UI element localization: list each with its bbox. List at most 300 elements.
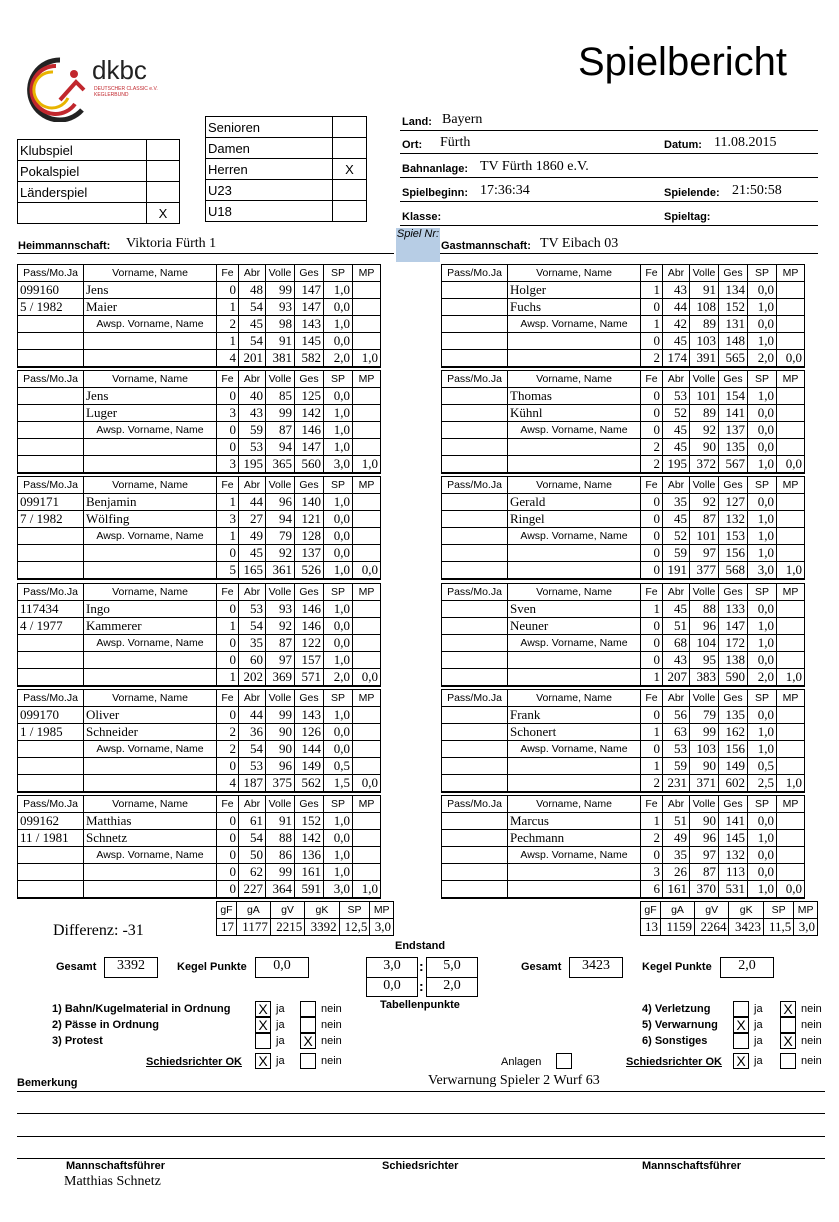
score-cell: 148	[719, 333, 748, 350]
score-cell: 146	[295, 617, 324, 634]
column-header: Abr	[239, 689, 266, 706]
score-cell: 0	[641, 422, 663, 439]
column-header: Vorname, Name	[508, 371, 641, 388]
total-cell: 201	[239, 350, 266, 368]
score-cell: 1	[217, 299, 239, 316]
score-cell: 45	[239, 545, 266, 562]
anlagen-label: Anlagen	[501, 1056, 542, 1068]
ja-label: ja	[754, 1019, 763, 1031]
ende-value: 21:50:58	[732, 183, 782, 198]
score-cell: 90	[690, 439, 719, 456]
total-cell: 365	[266, 456, 295, 474]
column-header: Fe	[641, 371, 663, 388]
empty-cell	[508, 757, 641, 774]
score-cell: 0,0	[324, 299, 353, 316]
total-cell: 568	[719, 562, 748, 580]
score-cell: 1	[217, 528, 239, 545]
empty-cell	[84, 333, 217, 350]
guest-gesamt-label: Gesamt	[521, 961, 562, 973]
column-header: Vorname, Name	[508, 477, 641, 494]
total-cell: 375	[266, 774, 295, 792]
last-name: Schnetz	[84, 830, 217, 847]
sum-header: gV	[270, 902, 304, 919]
game-block	[441, 795, 805, 899]
awsp-label: Awsp. Vorname, Name	[84, 740, 217, 757]
sig-mid-label: Schiedsrichter	[382, 1160, 459, 1172]
total-cell: 3,0	[324, 881, 353, 899]
check-nein-box[interactable]: X	[300, 1033, 316, 1049]
empty-cell	[353, 405, 381, 422]
total-cell: 377	[690, 562, 719, 580]
score-cell: 60	[239, 651, 266, 668]
check-nein-box[interactable]	[300, 1017, 316, 1033]
score-cell: 92	[690, 422, 719, 439]
empty-cell	[777, 757, 805, 774]
empty-cell	[353, 706, 381, 723]
empty-cell	[84, 757, 217, 774]
empty-cell	[777, 723, 805, 740]
column-header: MP	[353, 371, 381, 388]
schiri-ok-right-ja[interactable]: X	[733, 1053, 749, 1069]
score-cell: 133	[719, 600, 748, 617]
score-cell: 92	[690, 494, 719, 511]
column-header: Pass/Mo.Ja	[442, 477, 508, 494]
score-cell: 36	[239, 723, 266, 740]
score-cell: 0,0	[324, 634, 353, 651]
total-cell: 582	[295, 350, 324, 368]
birth-date: 11 / 1981	[18, 830, 84, 847]
empty-cell	[84, 774, 217, 792]
empty-cell	[508, 333, 641, 350]
awsp-label: Awsp. Vorname, Name	[508, 847, 641, 864]
column-header: Fe	[217, 477, 239, 494]
column-header: Volle	[690, 265, 719, 282]
score-cell: 1,0	[324, 706, 353, 723]
score-cell: 0,0	[324, 740, 353, 757]
spieltyp-mark[interactable]	[147, 182, 180, 203]
score-cell: 89	[690, 316, 719, 333]
schiri-ok-left-label: Schiedsrichter OK	[146, 1056, 242, 1068]
empty-cell	[18, 881, 84, 899]
sum-cell: 3392	[305, 919, 339, 936]
empty-cell	[508, 456, 641, 474]
column-header: Fe	[641, 477, 663, 494]
score-cell: 53	[663, 388, 690, 405]
check-label: 3) Protest	[52, 1035, 103, 1047]
game-block	[441, 583, 805, 687]
score-cell: 87	[266, 634, 295, 651]
empty-cell	[777, 545, 805, 562]
empty-cell	[777, 299, 805, 316]
total-cell: 1	[641, 668, 663, 686]
column-header: Vorname, Name	[508, 796, 641, 813]
score-cell: 98	[266, 316, 295, 333]
total-cell: 372	[690, 456, 719, 474]
score-cell: 0,0	[748, 494, 777, 511]
empty-cell	[353, 299, 381, 316]
empty-cell	[442, 651, 508, 668]
empty-cell	[508, 545, 641, 562]
spieltyp-mark[interactable]	[147, 140, 180, 161]
score-cell: 0	[641, 333, 663, 350]
score-cell: 143	[295, 706, 324, 723]
score-cell: 53	[239, 439, 266, 456]
datum-value: 11.08.2015	[714, 135, 777, 150]
column-header: Volle	[266, 583, 295, 600]
schiri-ok-left-ja[interactable]: X	[255, 1053, 271, 1069]
empty-cell	[508, 668, 641, 686]
score-cell: 2	[641, 439, 663, 456]
empty-cell	[353, 651, 381, 668]
birth-date	[442, 723, 508, 740]
guest-kegel-label: Kegel Punkte	[642, 961, 712, 973]
score-cell: 0,0	[748, 847, 777, 864]
column-header: Ges	[295, 796, 324, 813]
page-title: Spielbericht	[578, 40, 788, 84]
score-cell: 1,0	[324, 864, 353, 881]
empty-cell	[442, 668, 508, 686]
check-label: 2) Pässe in Ordnung	[52, 1019, 159, 1031]
sum-cell: 2215	[270, 919, 304, 936]
gast-value: TV Eibach 03	[540, 236, 619, 251]
score-cell: 1,0	[748, 830, 777, 847]
score-cell: 1,0	[748, 511, 777, 528]
total-cell: 1,0	[777, 562, 805, 580]
total-cell: 370	[690, 881, 719, 899]
score-cell: 0	[217, 545, 239, 562]
spieltyp-mark[interactable]	[147, 161, 180, 182]
klasse-mark[interactable]	[333, 117, 367, 138]
column-header: Abr	[239, 796, 266, 813]
score-cell: 0	[217, 813, 239, 830]
score-cell: 1,0	[748, 617, 777, 634]
empty-cell	[18, 528, 84, 545]
score-cell: 0	[217, 600, 239, 617]
sum-cell: 12,5	[339, 919, 370, 936]
klasse-label: Herren	[206, 159, 333, 180]
score-cell: 1	[641, 316, 663, 333]
score-cell: 1,0	[748, 388, 777, 405]
score-cell: 91	[266, 813, 295, 830]
empty-cell	[777, 511, 805, 528]
score-cell: 157	[295, 651, 324, 668]
empty-cell	[442, 545, 508, 562]
score-cell: 90	[690, 757, 719, 774]
total-cell: 383	[690, 668, 719, 686]
column-header: SP	[748, 477, 777, 494]
awsp-label: Awsp. Vorname, Name	[84, 634, 217, 651]
column-header: SP	[748, 583, 777, 600]
nein-label: nein	[321, 1003, 342, 1015]
score-cell: 152	[719, 299, 748, 316]
sum-cell: 17	[217, 919, 237, 936]
total-cell: 531	[719, 881, 748, 899]
score-cell: 1,0	[324, 494, 353, 511]
score-cell: 56	[663, 706, 690, 723]
empty-cell	[353, 864, 381, 881]
score-cell: 1,0	[324, 600, 353, 617]
total-cell: 571	[295, 668, 324, 686]
empty-cell	[353, 723, 381, 740]
klasse-mark[interactable]	[333, 201, 367, 222]
empty-cell	[442, 316, 508, 333]
score-cell: 43	[239, 405, 266, 422]
game-block	[441, 264, 805, 368]
score-cell: 45	[239, 316, 266, 333]
score-cell: 61	[239, 813, 266, 830]
column-header: Fe	[217, 689, 239, 706]
empty-cell	[508, 881, 641, 899]
sum-header: gF	[217, 902, 237, 919]
score-cell: 132	[719, 511, 748, 528]
check-ja-box[interactable]: X	[255, 1001, 271, 1017]
empty-cell	[442, 634, 508, 651]
awsp-label: Awsp. Vorname, Name	[508, 740, 641, 757]
score-cell: 0	[641, 388, 663, 405]
column-header: MP	[777, 796, 805, 813]
empty-cell	[18, 651, 84, 668]
empty-cell	[353, 757, 381, 774]
heim-value: Viktoria Fürth 1	[126, 236, 217, 251]
empty-cell	[777, 651, 805, 668]
total-cell: 591	[295, 881, 324, 899]
column-header: Abr	[663, 477, 690, 494]
sig-right-label: Mannschaftsführer	[642, 1160, 742, 1172]
last-name: Schonert	[508, 723, 641, 740]
score-cell: 63	[663, 723, 690, 740]
check-nein-box[interactable]: X	[780, 1001, 796, 1017]
endstand-home-points: 3,0	[366, 957, 418, 978]
total-cell: 1,0	[748, 881, 777, 899]
check-ja-box[interactable]: X	[255, 1017, 271, 1033]
logo-text: dkbc	[92, 55, 147, 85]
column-header: Fe	[641, 689, 663, 706]
empty-cell	[18, 740, 84, 757]
score-cell: 135	[719, 706, 748, 723]
score-cell: 156	[719, 740, 748, 757]
total-cell: 0,0	[353, 562, 381, 580]
total-cell: 1,0	[777, 668, 805, 686]
score-cell: 131	[719, 316, 748, 333]
score-cell: 92	[266, 545, 295, 562]
empty-cell	[18, 634, 84, 651]
game-block	[17, 264, 381, 368]
score-cell: 49	[663, 830, 690, 847]
score-cell: 27	[239, 511, 266, 528]
birth-date	[18, 405, 84, 422]
column-header: MP	[353, 265, 381, 282]
pass-number	[442, 282, 508, 299]
total-cell: 207	[663, 668, 690, 686]
klasse-mark[interactable]: X	[333, 159, 367, 180]
empty-cell	[18, 774, 84, 792]
score-cell: 122	[295, 634, 324, 651]
score-cell: 0,0	[748, 439, 777, 456]
pass-number: 099162	[18, 813, 84, 830]
score-cell: 145	[719, 830, 748, 847]
score-cell: 0	[217, 830, 239, 847]
column-header: Pass/Mo.Ja	[442, 796, 508, 813]
empty-cell	[84, 668, 217, 686]
column-header: Abr	[663, 583, 690, 600]
score-cell: 103	[690, 740, 719, 757]
check-ja-box[interactable]	[255, 1033, 271, 1049]
total-cell: 364	[266, 881, 295, 899]
column-header: Ges	[295, 583, 324, 600]
ja-label: ja	[754, 1003, 763, 1015]
score-cell: 143	[295, 316, 324, 333]
score-cell: 0	[641, 299, 663, 316]
score-cell: 96	[266, 757, 295, 774]
score-cell: 146	[295, 422, 324, 439]
column-header: Pass/Mo.Ja	[18, 477, 84, 494]
score-cell: 1,0	[748, 634, 777, 651]
score-cell: 54	[239, 740, 266, 757]
check-ja-box[interactable]	[733, 1001, 749, 1017]
guest-kegel: 2,0	[720, 957, 774, 978]
empty-cell	[84, 439, 217, 456]
empty-cell	[777, 439, 805, 456]
column-header: Abr	[239, 265, 266, 282]
total-cell: 391	[690, 350, 719, 368]
score-cell: 0,5	[748, 757, 777, 774]
last-name: Kühnl	[508, 405, 641, 422]
empty-cell	[18, 333, 84, 350]
spieltyp-label: Pokalspiel	[18, 161, 147, 182]
spieltyp-mark[interactable]: X	[147, 203, 180, 224]
empty-cell	[18, 562, 84, 580]
empty-cell	[777, 830, 805, 847]
column-header: SP	[748, 796, 777, 813]
total-cell: 3,0	[324, 456, 353, 474]
total-cell: 590	[719, 668, 748, 686]
score-cell: 161	[295, 864, 324, 881]
score-cell: 0,0	[748, 422, 777, 439]
check-nein-box[interactable]	[780, 1017, 796, 1033]
column-header: Fe	[217, 583, 239, 600]
score-cell: 0	[641, 706, 663, 723]
score-cell: 162	[719, 723, 748, 740]
total-cell: 526	[295, 562, 324, 580]
column-header: SP	[324, 583, 353, 600]
empty-cell	[508, 651, 641, 668]
check-ja-box[interactable]: X	[733, 1017, 749, 1033]
klasse-label: U18	[206, 201, 333, 222]
column-header: Vorname, Name	[84, 689, 217, 706]
column-header: MP	[777, 689, 805, 706]
schiri-ok-right-nein[interactable]	[780, 1053, 796, 1069]
spieltyp-label: Länderspiel	[18, 182, 147, 203]
total-cell: 1,0	[353, 456, 381, 474]
first-name: Oliver	[84, 706, 217, 723]
total-cell: 567	[719, 456, 748, 474]
score-cell: 144	[295, 740, 324, 757]
column-header: Ges	[719, 583, 748, 600]
total-cell: 2	[641, 350, 663, 368]
column-header: Volle	[690, 689, 719, 706]
awsp-label: Awsp. Vorname, Name	[84, 422, 217, 439]
pass-number: 099160	[18, 282, 84, 299]
score-cell: 101	[690, 528, 719, 545]
score-cell: 1,0	[324, 316, 353, 333]
score-cell: 128	[295, 528, 324, 545]
gast-label: Gastmannschaft:	[441, 240, 531, 252]
schiri-ok-left-nein[interactable]	[300, 1053, 316, 1069]
pass-number	[442, 494, 508, 511]
column-header: Fe	[217, 371, 239, 388]
score-cell: 43	[663, 651, 690, 668]
score-cell: 1,0	[748, 740, 777, 757]
sum-header: gF	[641, 902, 661, 919]
pass-number: 099170	[18, 706, 84, 723]
column-header: Pass/Mo.Ja	[18, 265, 84, 282]
klasse-mark[interactable]	[333, 138, 367, 159]
score-cell: 134	[719, 282, 748, 299]
total-cell: 187	[239, 774, 266, 792]
sig-left-name: Matthias Schnetz	[64, 1174, 161, 1189]
klasse-field-label: Klasse:	[402, 211, 442, 223]
empty-cell	[442, 562, 508, 580]
colon: :	[419, 958, 424, 974]
empty-cell	[442, 774, 508, 792]
score-cell: 126	[295, 723, 324, 740]
anlagen-box[interactable]	[556, 1053, 572, 1069]
column-header: MP	[353, 689, 381, 706]
awsp-label: Awsp. Vorname, Name	[508, 528, 641, 545]
klasse-mark[interactable]	[333, 180, 367, 201]
empty-cell	[18, 757, 84, 774]
empty-cell	[18, 422, 84, 439]
column-header: Ges	[295, 265, 324, 282]
score-cell: 0	[641, 847, 663, 864]
score-cell: 40	[239, 388, 266, 405]
empty-cell	[353, 511, 381, 528]
score-cell: 1,0	[324, 651, 353, 668]
first-name: Thomas	[508, 388, 641, 405]
land-label: Land:	[402, 116, 432, 128]
sum-cell: 1159	[661, 919, 695, 936]
score-cell: 45	[663, 439, 690, 456]
sum-header: MP	[370, 902, 394, 919]
empty-cell	[777, 847, 805, 864]
score-cell: 99	[266, 864, 295, 881]
score-cell: 99	[266, 706, 295, 723]
score-cell: 121	[295, 511, 324, 528]
total-cell: 2	[641, 774, 663, 792]
total-cell: 6	[641, 881, 663, 899]
check-ja-box[interactable]	[733, 1033, 749, 1049]
column-header: MP	[353, 477, 381, 494]
empty-cell	[353, 813, 381, 830]
score-cell: 91	[266, 333, 295, 350]
score-cell: 1	[641, 600, 663, 617]
spiel-nr-field[interactable]: Spiel Nr:	[396, 228, 440, 262]
empty-cell	[777, 528, 805, 545]
sig-left-label: Mannschaftsführer	[66, 1160, 166, 1172]
total-cell: 1,0	[748, 456, 777, 474]
total-cell: 227	[239, 881, 266, 899]
score-cell: 0,0	[324, 723, 353, 740]
check-nein-box[interactable]: X	[780, 1033, 796, 1049]
score-cell: 1,0	[748, 545, 777, 562]
empty-cell	[777, 600, 805, 617]
score-cell: 53	[663, 740, 690, 757]
last-name: Fuchs	[508, 299, 641, 316]
score-cell: 1,0	[324, 439, 353, 456]
check-nein-box[interactable]	[300, 1001, 316, 1017]
score-cell: 0,0	[324, 333, 353, 350]
score-cell: 79	[266, 528, 295, 545]
